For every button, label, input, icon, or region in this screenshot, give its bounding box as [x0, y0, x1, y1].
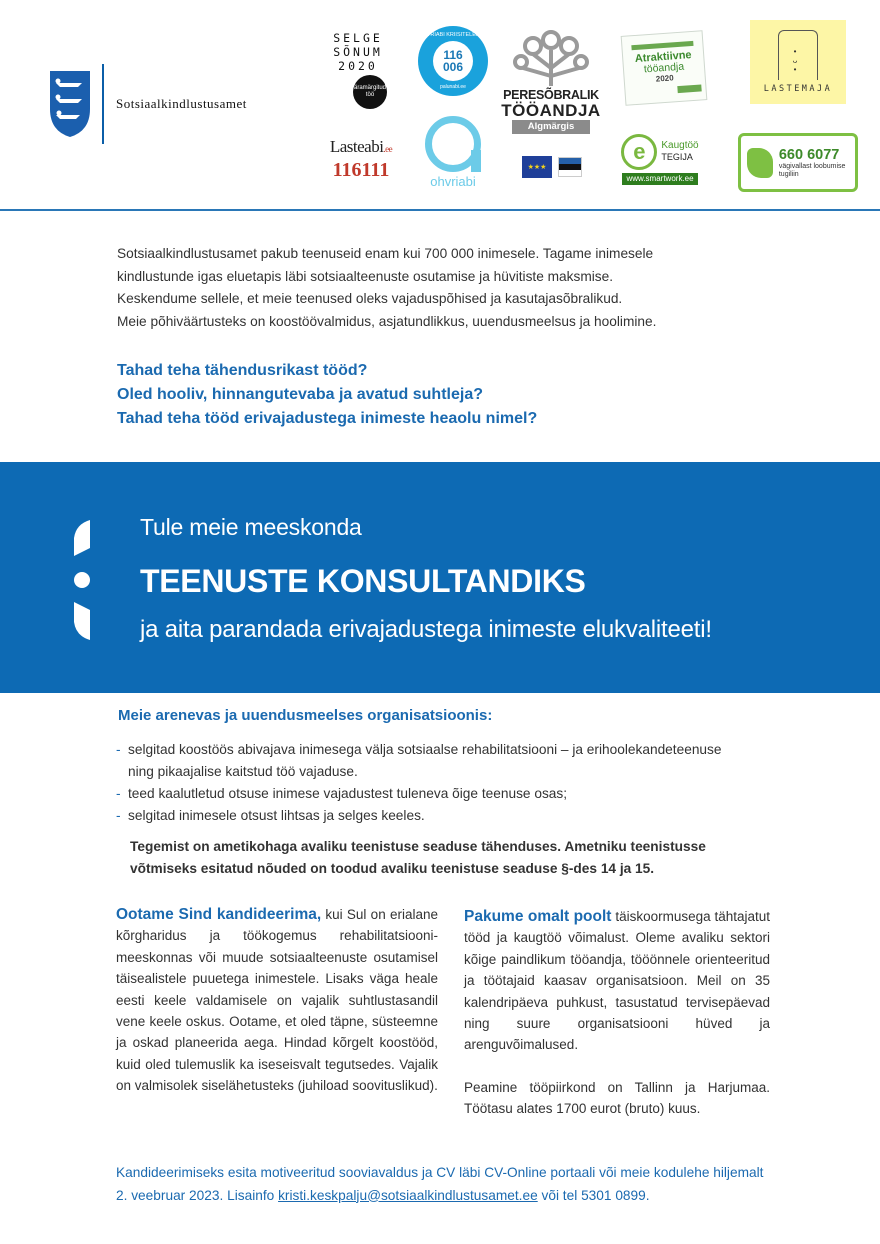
- header: [0, 0, 880, 212]
- selge-sonum-line1: SELGE: [333, 31, 383, 45]
- intro-line: Keskendume sellele, et meie teenused oleks vajaduspõhised ja kasutajasõbralikud.: [117, 291, 623, 306]
- duty-text: selgitad koostöös abivajava inimesega välja sotsiaalse rehabilitatsiooni – ja erihoolekandeteenuse: [128, 742, 722, 757]
- atraktiivne-tag: [677, 84, 701, 93]
- requirements-text: kui Sul on erialane kõrgharidus ja töökogemus rehabilitatsiooni-meeskonnas või muude sotsiaalteenuste osutamisel täisealistele puuetega inimestele. Lisaks väga heale eesti keele valdamisele on vajalik suhtlustasandil vene keele oskus. Ootame, et oled täpne, süsteemne ja oskad planeerida aega. Hindad kõrgelt koostööd, kuid oled tulemuslik ka iseseisvalt tegutsedes. Vajalik on valmisolek siselähetusteks (juhiload soovituslikud).: [116, 907, 438, 1094]
- lastemaja-label: LASTEMAJA: [763, 84, 833, 94]
- atraktiivne-line2: tööandja: [643, 60, 685, 75]
- footer-phone-text: või tel 5301 0899.: [537, 1187, 650, 1203]
- question-line: Oled hooliv, hinnangutevaba ja avatud suhtleja?: [117, 386, 483, 403]
- application-footer: [116, 1162, 776, 1207]
- lasteabi-logo: [320, 134, 402, 184]
- smartwork-line2: TEGIJA: [661, 152, 693, 162]
- lastemaja-house-icon: [778, 30, 818, 80]
- requirements-paragraph: [116, 904, 438, 1097]
- duty-item: [116, 783, 776, 805]
- smartwork-url: www.smartwork.ee: [622, 173, 698, 185]
- banner-title: TEENUSTE KONSULTANDIKS: [140, 563, 586, 599]
- duty-item: [116, 739, 776, 783]
- lastemaja-logo: [750, 20, 846, 104]
- requirements-column: [116, 904, 438, 1097]
- offer-text: täiskoormusega tähtajatut tööd ja kaugtöö võimalust. Oleme avaliku sektori kõige paindlikum tööandja, tööönnele orienteeritud ja töötajaid kaasav organisatsioon. Meil on 35 kalendripäeva puhkust, tasustatud tervisepäevad ning suure organisatsiooni hüved ja arenguvõimalused.: [464, 909, 770, 1053]
- ohvriabi-label: ohvriabi: [430, 173, 476, 189]
- duty-text: teed kaalutletud otsuse inimese vajadustest tuleneva õige teenuse osas;: [128, 786, 568, 801]
- peresobralik-line2: TÖÖANDJA: [501, 101, 601, 120]
- agency-logo-divider: [102, 64, 104, 144]
- lasteabi-suffix: .ee: [383, 144, 393, 154]
- tugiliin-sub: vägivallast loobumise tugiliin: [778, 162, 846, 178]
- peresobralik-line1: PERESÕBRALIK: [503, 88, 599, 102]
- smartwork-e-icon: e: [621, 134, 657, 170]
- intro-line: Meie põhiväärtusteks on koostöövalmidus, asjatundlikkus, uuendusmeelsus ja hoolimine.: [117, 313, 657, 329]
- eu-flag-icon: ★★★: [522, 156, 552, 178]
- ohvriabi-logo: [420, 112, 486, 192]
- duty-text: selgitad inimesele otsust lihtsas ja selges keeles.: [128, 808, 425, 823]
- header-divider: [0, 209, 880, 211]
- hands-icon: [747, 148, 773, 178]
- location-salary: Peamine tööpiirkond on Tallinn ja Harjumaa. Töötasu alates 1700 eurot (bruto) kuus.: [464, 1079, 770, 1117]
- selge-sonum-logo: [320, 24, 396, 116]
- footer-text: Kandideerimiseks esita motiveeritud sooviavaldus ja CV läbi CV-Online portaali või meie kodulehe hiljemalt 2. veebruar 2023. Lisainfo: [116, 1165, 764, 1203]
- kriisitelefon-number: [433, 41, 473, 81]
- selge-sonum-dot: äramärgitud töö: [353, 75, 387, 109]
- atraktiivne-line1: Atraktiivne: [634, 48, 692, 65]
- family-tree-icon: [513, 28, 589, 88]
- estonian-flag-icon: [558, 157, 582, 177]
- smartwork-logo: [612, 128, 708, 190]
- kriisitelefon-num2: 006: [442, 60, 464, 74]
- contact-email-link[interactable]: kristi.keskpalju@sotsiaalkindlustusamet.ee: [278, 1187, 538, 1203]
- estonian-coat-of-arms-icon: [48, 69, 92, 139]
- ohvriabi-kriisitelefon-logo: [418, 26, 488, 96]
- agency-mark-icon: [72, 518, 94, 642]
- requirements-highlight: Ootame Sind kandideerima,: [116, 906, 322, 923]
- agency-logo: [48, 64, 247, 144]
- peresobralik-algmargis: Algmärgis: [512, 120, 590, 134]
- offer-column: [464, 906, 770, 1120]
- eu-funding-logo: [518, 148, 586, 186]
- selge-sonum-line2: SÕNUM: [333, 45, 383, 59]
- legal-notice: Tegemist on ametikohaga avaliku teenistuse seaduse tähenduses. Ametniku teenistusse võtmiseks esitatud nõuded on toodud avaliku teenistuse seaduse §-des 14 ja 15.: [130, 839, 706, 876]
- questions: [117, 359, 777, 431]
- ohvriabi-a-icon: [425, 116, 481, 172]
- tugiliin-number: 660 6077: [778, 146, 840, 163]
- selge-sonum-line3: 2020: [338, 59, 378, 73]
- smartwork-line1: Kaugtöö: [661, 140, 699, 151]
- atraktiivne-tooandja-logo: [616, 26, 712, 110]
- intro-paragraph: [117, 243, 777, 333]
- lasteabi-line1: [330, 137, 392, 159]
- lastemaja-face: • ᴗ •: [792, 47, 804, 74]
- duty-item: [116, 805, 776, 827]
- intro-line: Sotsiaalkindlustusamet pakub teenuseid enam kui 700 000 inimesele. Tagame inimesele: [117, 246, 654, 261]
- duty-text-cont: ning pikaajalise kaitstud töö vajaduse.: [128, 764, 358, 779]
- offer-paragraph: [464, 906, 770, 1056]
- job-banner: [0, 462, 880, 693]
- duties-list: [116, 739, 776, 827]
- kriisitelefon-url: palunabi.ee: [440, 84, 466, 90]
- kriisitelefon-ring-text: OHVRIABI KRIISITELEFON: [418, 32, 488, 38]
- lasteabi-number: 116111: [332, 159, 390, 181]
- lasteabi-name: Lasteabi: [329, 137, 384, 156]
- question-line: Tahad teha tööd erivajadustega inimeste heaolu nimel?: [117, 410, 538, 427]
- question-line: Tahad teha tähendusrikast tööd?: [117, 362, 368, 379]
- peresobralik-tooandja-logo: [501, 22, 601, 140]
- atraktiivne-card: [621, 30, 708, 106]
- agency-name: Sotsiaalkindlustusamet: [116, 96, 247, 111]
- banner-lead: Tule meie meeskonda: [140, 514, 362, 540]
- offer-highlight: Pakume omalt poolt: [464, 908, 612, 925]
- atraktiivne-year: 2020: [655, 72, 674, 84]
- intro-line: kindlustunde igas eluetapis läbi sotsiaalteenuste osutamise ja hüvitiste maksmise.: [117, 268, 614, 284]
- duties-heading: Meie arenevas ja uuendusmeelses organisatsioonis:: [118, 707, 493, 724]
- kriisitelefon-num1: 116: [443, 48, 463, 62]
- tugiliin-logo: [738, 133, 858, 192]
- banner-subtitle: ja aita parandada erivajadustega inimeste elukvaliteeti!: [140, 616, 712, 643]
